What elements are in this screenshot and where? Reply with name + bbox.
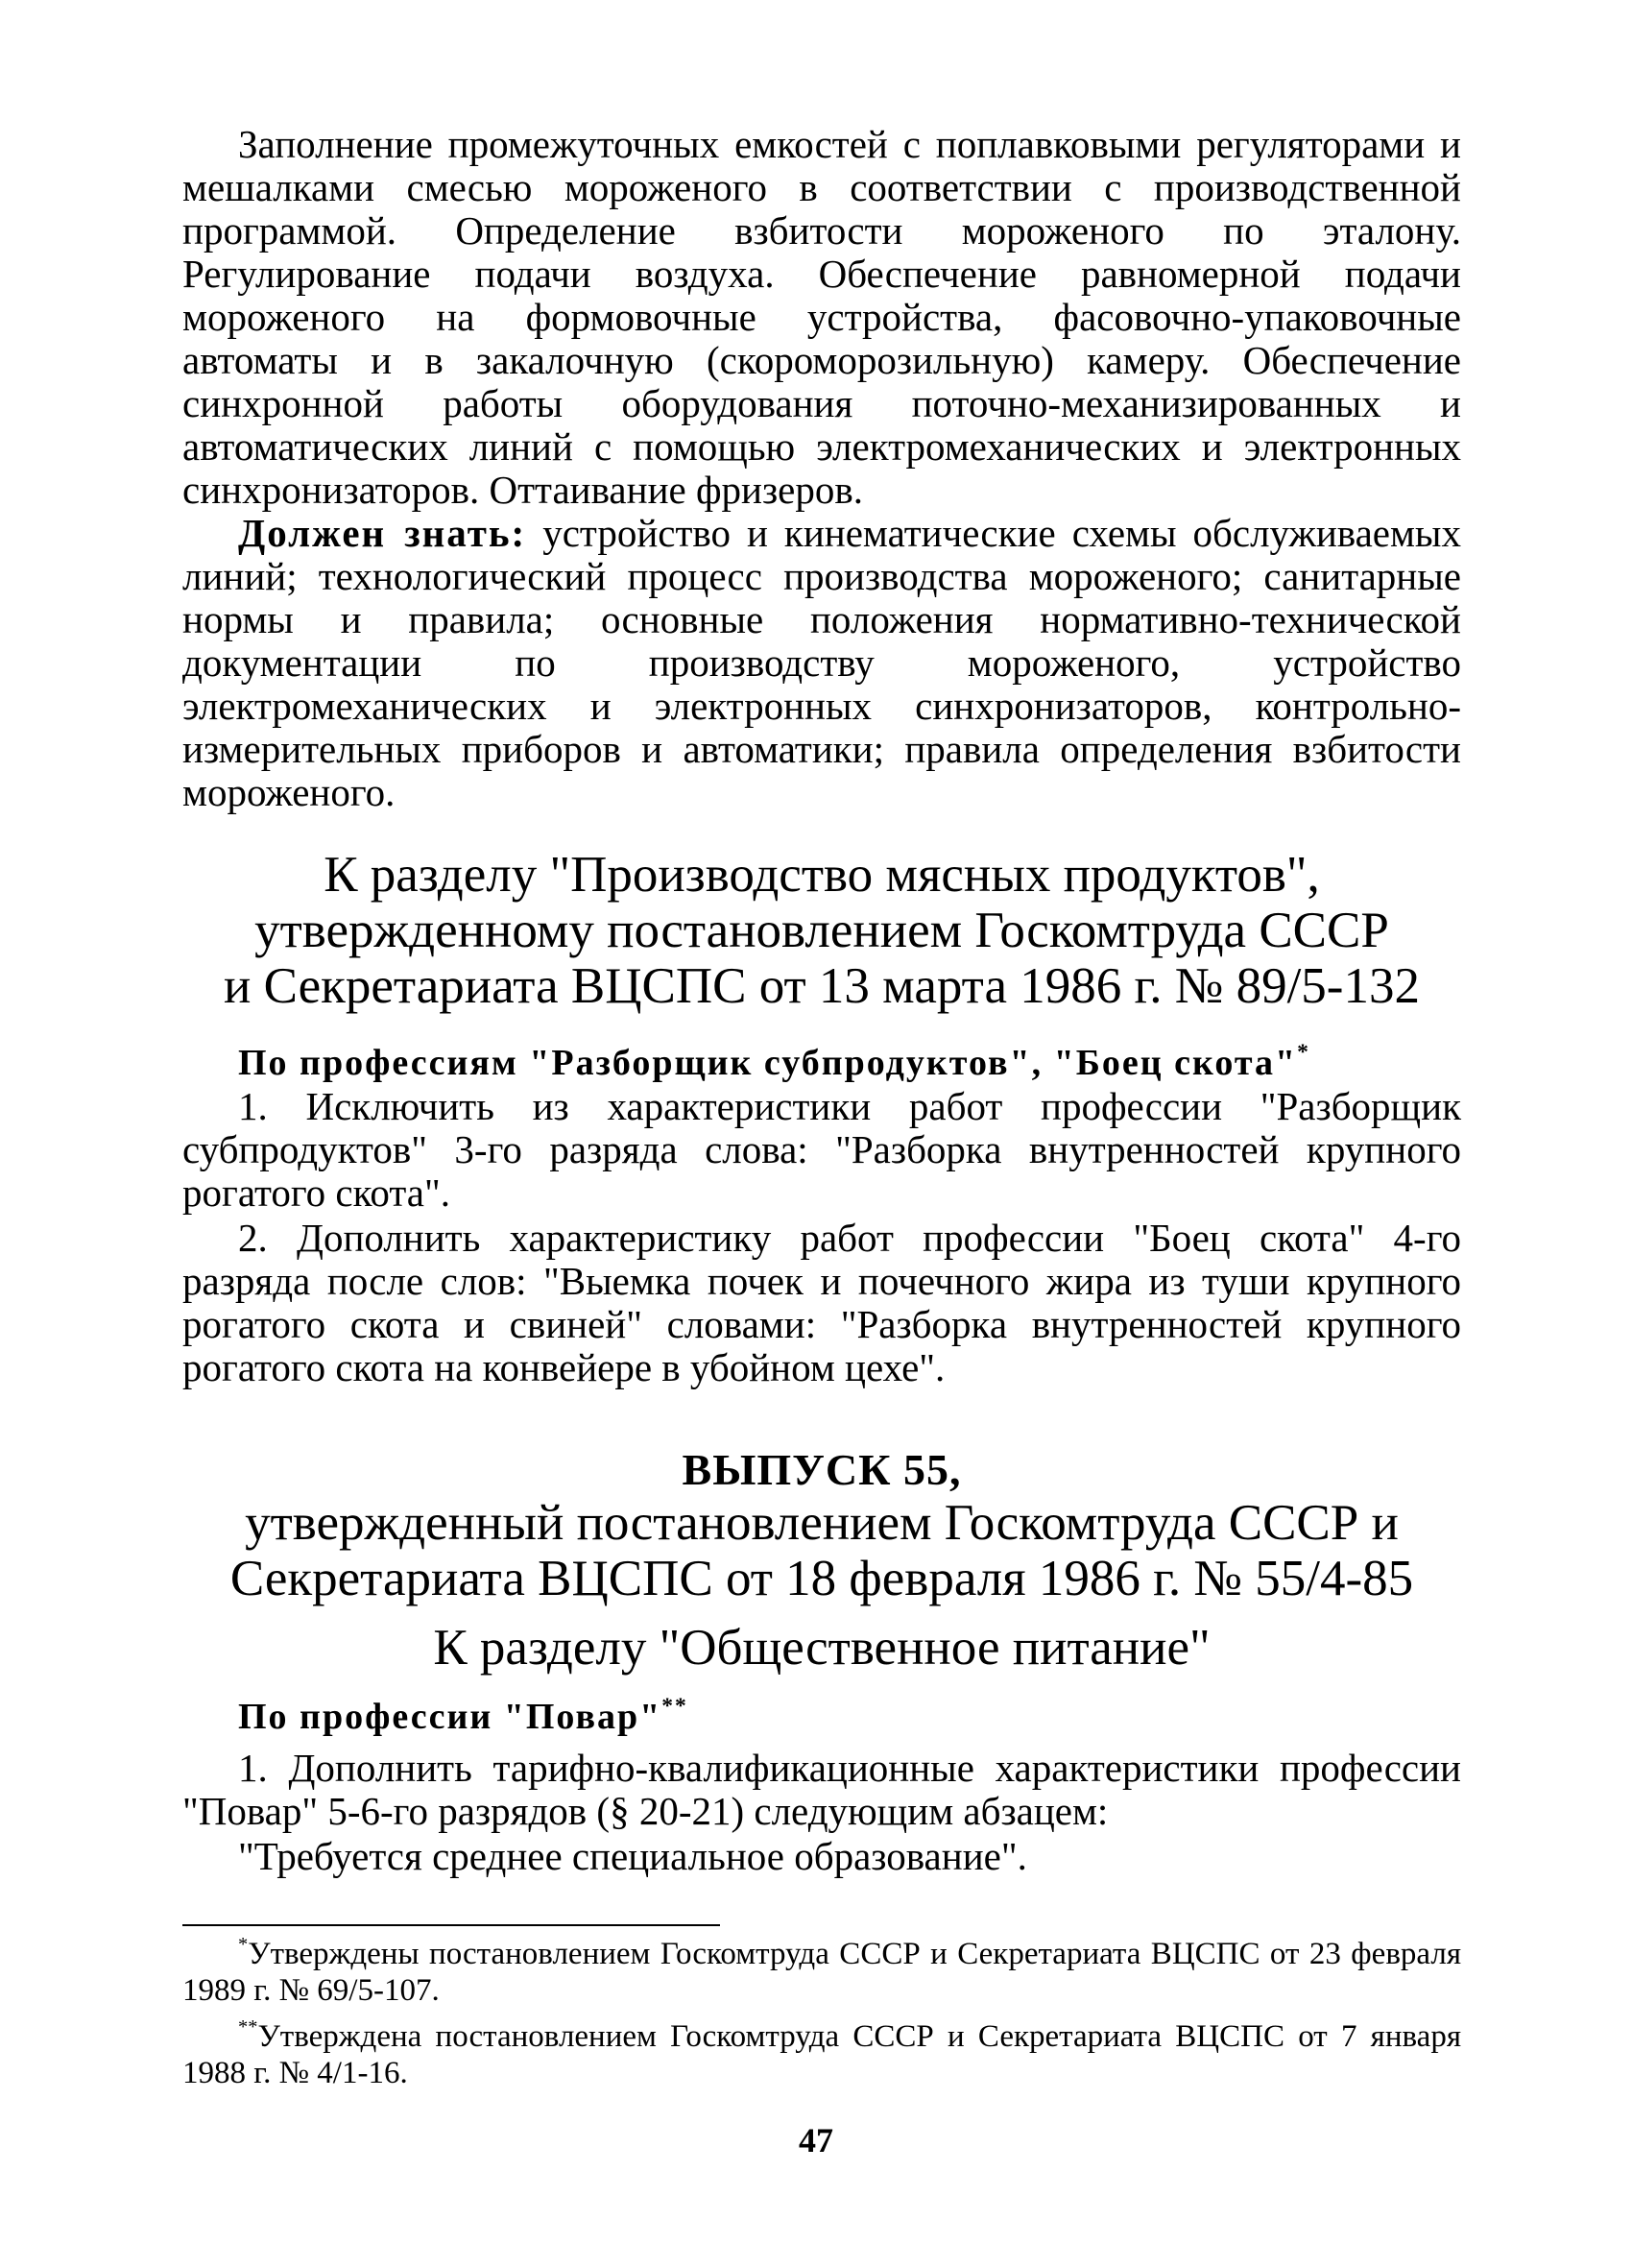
issue-title: ВЫПУСК 55, <box>682 1445 962 1494</box>
footnote-1-text: Утверждены постановлением Госкомтруда СССР и Секретариата ВЦСПС от 23 февраля 1989 г. № 69/5-107. <box>182 1937 1461 2008</box>
must-know-label: Должен знать: <box>238 511 527 555</box>
footnote-2-text: Утверждена постановлением Госкомтруда СССР и Секретариата ВЦСПС от 7 января 1988 г. № 4/1-16. <box>182 2019 1461 2090</box>
professions-heading-meat <box>182 1040 1461 1083</box>
footnote-marker-2: ** <box>661 1694 688 1719</box>
footnote-marker-1: * <box>1297 1040 1310 1065</box>
footnote-1-mark: * <box>238 1933 249 1955</box>
issue-approval <box>182 1495 1461 1606</box>
must-know-text: устройство и кинематические схемы обслуживаемых линий; технологический процесс производства мороженого; санитарные нормы и правила; основные положения нормативно-технической документации по производству мороженого, устройство электромеханических и электронных синхронизаторов, контрольно-измерительных приборов и автоматики; правила определения взбитости мороженого. <box>182 511 1461 814</box>
footnote-divider <box>182 1924 720 1926</box>
section-heading-meat-line2: утвержденному постановлением Госкомтруда СССР <box>254 903 1389 958</box>
meat-item-2: 2. Дополнить характеристику работ профессии "Боец скота" 4-го разряда после слов: "Выемка почек и почечного жира из туши крупного рогатого скота и свиней" словами: "Разборка внутренностей крупного рогатого скота на конвейере в убойном цехе". <box>182 1216 1461 1389</box>
paragraph-must-know <box>182 512 1461 814</box>
catering-item-1-quote: "Требуется среднее специальное образование". <box>238 1834 1027 1878</box>
profession-heading-cook-text: По профессии "Повар" <box>238 1697 662 1737</box>
paragraph-duties: Заполнение промежуточных емкостей с поплавковыми регуляторами и мешалками смесью мороженого в соответствии с производственной программой. Определение взбитости мороженого по эталону. Регулирование подачи воздуха. Обеспечение равномерной подачи мороженого на формовочные устройства, фасовочно-упаковочные автоматы и в закалочную (скороморозильную) камеру. Обеспечение синхронной работы оборудования поточно-механизированных и автоматических линий с помощью электромеханических и электронных синхронизаторов. Оттаивание фризеров. <box>182 122 1461 512</box>
section-heading-meat <box>182 847 1461 1014</box>
catering-item-1: 1. Дополнить тарифно-квалификационные характеристики профессии "Повар" 5-6-го разрядов (§ 20-21) следующим абзацем: <box>182 1746 1461 1833</box>
section-heading-meat-line1: К разделу "Производство мясных продуктов", <box>324 847 1320 903</box>
section-heading-catering: К разделу "Общественное питание" <box>433 1620 1211 1676</box>
page-number: 47 <box>799 2121 833 2159</box>
issue-approval-line1: утвержденный постановлением Госкомтруда СССР и <box>245 1495 1399 1551</box>
meat-item-1: 1. Исключить из характеристики работ профессии "Разборщик субпродуктов" 3-го разряда слова: "Разборка внутренностей крупного рогатого скота". <box>182 1084 1461 1215</box>
footnote-2 <box>182 2015 1461 2091</box>
issue-approval-line2: Секретариата ВЦСПС от 18 февраля 1986 г. № 55/4-85 <box>229 1551 1414 1606</box>
footnote-1 <box>182 1933 1461 2009</box>
professions-heading-meat-text: По профессиям "Разборщик субпродуктов", "Боец скота" <box>238 1043 1298 1083</box>
section-heading-meat-line3: и Секретариата ВЦСПС от 13 марта 1986 г. № 89/5-132 <box>224 958 1420 1014</box>
footnote-2-mark: ** <box>238 2015 258 2038</box>
document-page <box>182 123 1461 2101</box>
profession-heading-cook <box>182 1694 1461 1737</box>
